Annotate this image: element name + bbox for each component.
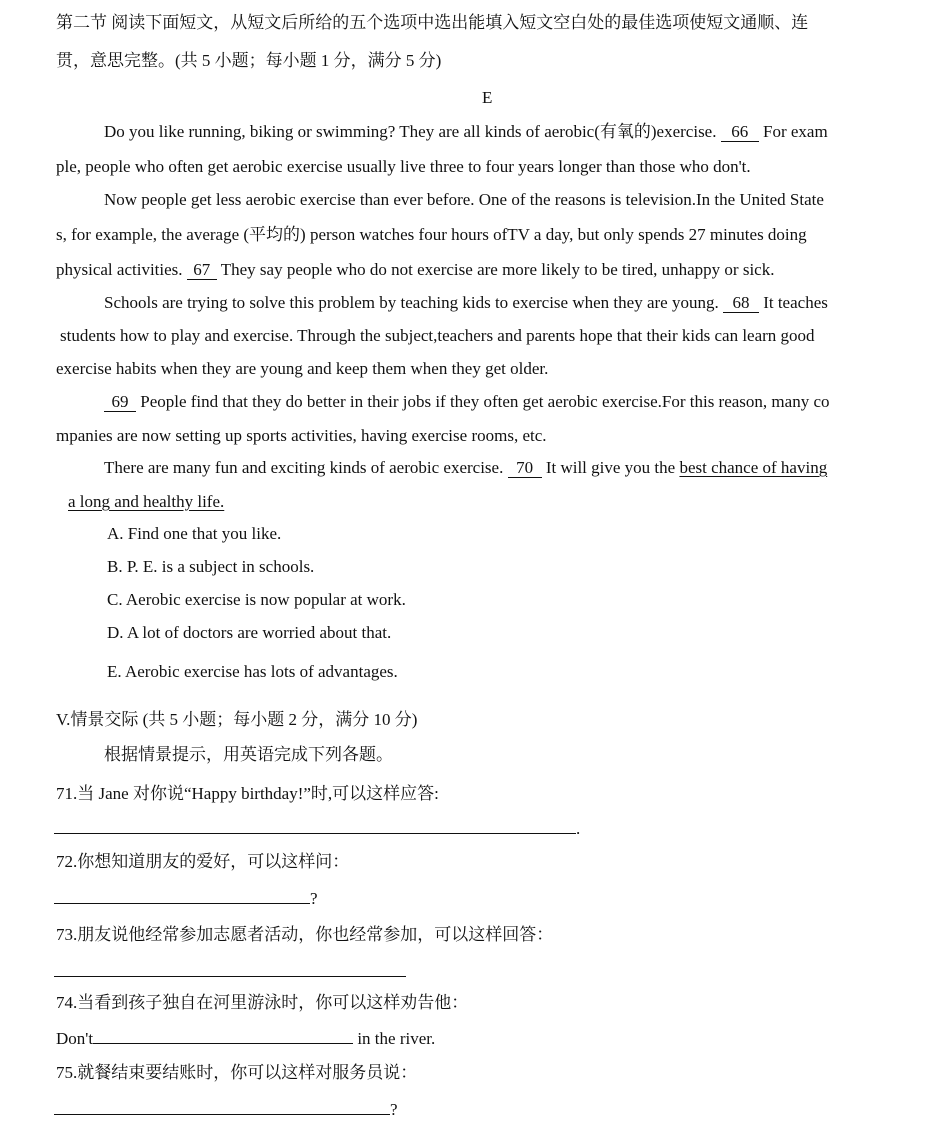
option-c: C. Aerobic exercise is now popular at work. [107,590,406,609]
answer-line-73 [54,960,406,983]
answer-line-71: . [54,817,580,840]
option-d: D. A lot of doctors are worried about that. [107,623,392,642]
passage-line: s, for example, the average (平均的) person watches four hours ofTV a day, but only spends 27 minutes doing [56,225,807,244]
underlined-phrase: best chance of having [679,458,828,477]
passage-line: There are many fun and exciting kinds of aerobic exercise. 70 It will give you the best chance of having [104,458,828,477]
section5-instruction: 根据情景提示，用英语完成下列各题。 [104,745,393,764]
answer-line-72: ? [54,887,318,910]
section-intro-line2: 贯，意思完整。(共 5 小题；每小题 1 分，满分 5 分) [56,51,442,70]
question-71: 71.当 Jane 对你说“Happy birthday!”时,可以这样应答: [56,784,439,803]
question-72: 72.你想知道朋友的爱好，可以这样问： [56,852,350,871]
passage-line: exercise habits when they are young and keep them when they get older. [56,359,549,378]
passage-line: mpanies are now setting up sports activities, having exercise rooms, etc. [56,426,547,445]
answer-blank-67[interactable]: 67 [187,261,217,280]
answer-blank-68[interactable]: 68 [723,294,759,313]
answer-blank-66[interactable]: 66 [721,123,759,142]
answer-blank-70[interactable]: 70 [508,459,542,478]
option-a: A. Find one that you like. [107,524,282,543]
passage-line: Now people get less aerobic exercise than ever before. One of the reasons is television.In the United State [104,190,824,209]
passage-line: physical activities. 67 They say people who do not exercise are more likely to be tired, unhappy or sick. [56,260,775,279]
answer-input-71[interactable] [54,817,576,834]
passage-line [68,491,224,513]
answer-input-74[interactable] [93,1027,353,1044]
passage-line: 69 People find that they do better in their jobs if they often get aerobic exercise.For this reason, many co [104,391,830,413]
answer-input-75[interactable] [54,1098,390,1115]
option-e: E. Aerobic exercise has lots of advantages. [107,662,398,681]
answer-line-74: Don't in the river. [56,1029,436,1048]
question-74: 74.当看到孩子独自在河里游泳时，你可以这样劝告他： [56,993,469,1012]
passage-line: students how to play and exercise. Through the subject,teachers and parents hope that their kids can learn good [60,326,815,345]
section5-title: V.情景交际 (共 5 小题；每小题 2 分，满分 10 分) [56,710,418,729]
question-75: 75.就餐结束要结账时，你可以这样对服务员说： [56,1063,418,1082]
question-73: 73.朋友说他经常参加志愿者活动，你也经常参加，可以这样回答： [56,925,554,944]
passage-line: Schools are trying to solve this problem by teaching kids to exercise when they are young. 68 It teaches [104,293,828,312]
passage-title: E [482,88,493,107]
section-intro-line1: 第二节 阅读下面短文，从短文后所给的五个选项中选出能填入短文空白处的最佳选项使短文通顺、连 [56,13,809,32]
answer-input-73[interactable] [54,960,406,977]
answer-blank-69[interactable]: 69 [104,393,136,412]
passage-line: Do you like running, biking or swimming? They are all kinds of aerobic(有氧的)exercise. 66 For exam [104,122,828,141]
answer-line-75: ? [54,1098,398,1121]
passage-line: ple, people who often get aerobic exercise usually live three to four years longer than those who don't. [56,157,751,176]
underlined-phrase: a long and healthy life. [68,492,225,511]
option-b: B. P. E. is a subject in schools. [107,557,315,576]
answer-input-72[interactable] [54,887,310,904]
